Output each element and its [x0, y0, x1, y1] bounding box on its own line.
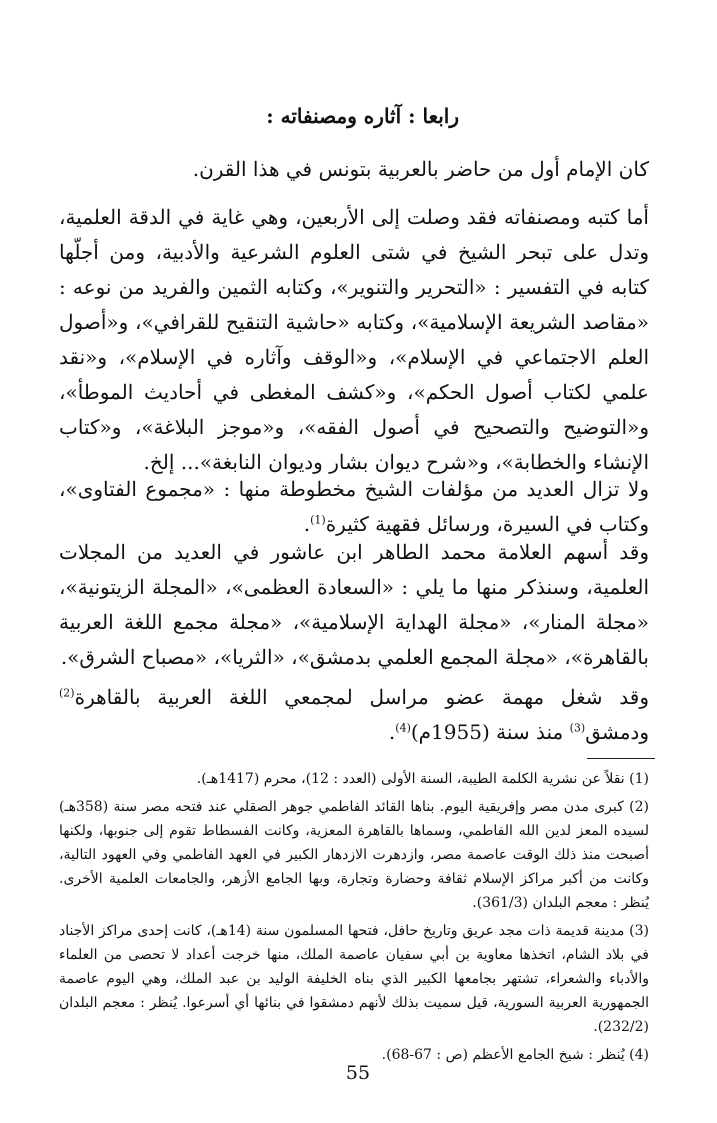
- footnote-ref-3: (3): [569, 721, 586, 735]
- paragraph-membership: وقد شغل مهمة عضو مراسل لمجمعي اللغة العربية بالقاهرة$^{(2)}$ ودمشق$^{(3)}$ منذ سنة (1955م)$^{(4)}$.: [59, 685, 649, 744]
- membership-text-c: منذ سنة (1955م): [410, 720, 570, 744]
- paragraph-works: أما كتبه ومصنفاته فقد وصلت إلى الأربعين، وهي غاية في الدقة العلمية، وتدل على تبحر الشيخ في شتى العلوم الشرعية والأدبية، ومن أجلّها كتابه في التفسير : «التحرير والتنوير»، وكتابه الثمين والفريد من نوعه : «مقاصد الشريعة الإسلامية»، وكتابه «حاشية التنقيح للقرافي»، و«أصول العلم الاجتماعي في الإسلام»، و«الوقف وآثاره في الإسلام»، و«نقد علمي لكتاب أصول الحكم»، و«كشف المغطى في أحاديث الموطأ»، و«التوضيح والتصحيح في أصول الفقه»، و«موجز البلاغة»، و«كتاب الإنشاء والخطابة»، و«شرح ديوان بشار وديوان النابغة»... إلخ.: [59, 205, 649, 474]
- footnote-ref-2: (2): [59, 686, 75, 700]
- membership-text-b: ودمشق: [585, 720, 649, 744]
- footnotes: [59, 767, 649, 1071]
- section-heading: رابعا : آثاره ومصنفاته :: [266, 104, 459, 128]
- footnote-1: (1) نقلاً عن نشرية الكلمة الطيبة، السنة الأولى (العدد : 12)، محرم (1417هـ).: [196, 771, 649, 787]
- paragraph-journals: وقد أسهم العلامة محمد الطاهر ابن عاشور في العديد من المجلات العلمية، وسنذكر منها ما يلي : «السعادة العظمى»، «المجلة الزيتونية»، «مجلة المنار»، «مجلة الهداية الإسلامية»، «مجلة مجمع اللغة العربية بالقاهرة»، «مجلة المجمع العلمي بدمشق»، «الثريا»، «مصباح الشرق».: [59, 540, 649, 669]
- footnote-divider: [587, 758, 655, 759]
- paragraph-manuscripts-text: ولا تزال العديد من مؤلفات الشيخ مخطوطة منها : «مجموع الفتاوى»، وكتاب في السيرة، ورسائل فقهية كثيرة: [59, 477, 649, 536]
- footnote-ref-4: (4): [395, 721, 411, 735]
- paragraph-manuscripts: ولا تزال العديد من مؤلفات الشيخ مخطوطة منها : «مجموع الفتاوى»، وكتاب في السيرة، ورسائل فقهية كثيرة$^{(1)}$.: [59, 477, 649, 536]
- footnote-2: (2) كبرى مدن مصر وإفريقية اليوم. بناها القائد الفاطمي جوهر الصقلي عند فتحه مصر سنة (358هـ) لسيده المعز لدين الله الفاطمي، وسماها بالقاهرة المعزية، وكانت الفسطاط تقوم إلى جنوبها، ولكنها أصبحت منذ ذلك الوقت عاصمة مصر، وازدهرت الازدهار الكبير في العهد الفاطمي وفي العهود التالية، وكانت من أكبر مراكز الإسلام ثقافة وحضارة وتجارة، وبها الجامع الأزهر، والجامعات العلمية الأخرى. يُنظر : معجم البلدان (361/3).: [59, 799, 649, 911]
- footnote-4: (4) يُنظر : شيخ الجامع الأعظم (ص : 67-68).: [381, 1047, 649, 1063]
- page-number: 55: [345, 1062, 371, 1084]
- paragraph-intro: كان الإمام أول من حاضر بالعربية بتونس في هذا القرن.: [192, 157, 649, 181]
- membership-text-a: وقد شغل مهمة عضو مراسل لمجمعي اللغة العربية بالقاهرة: [74, 685, 649, 709]
- footnote-3: (3) مدينة قديمة ذات مجد عريق وتاريخ حافل، فتحها المسلمون سنة (14هـ)، كانت إحدى مراكز الأجناد في بلاد الشام، اتخذها معاوية بن أبي سفيان عاصمة الملك، منها خرجت أعداد لا تحصى من العلماء والأدباء والشعراء، تشتهر بجامعها الكبير الذي بناه الخليفة الوليد بن عبد الملك، وهي اليوم عاصمة الجمهورية العربية السورية، قيل سميت بذلك لأنهم دمشقوا في بنائها أي أسرعوا. يُنظر : معجم البلدان (232/2).: [59, 923, 649, 1035]
- footnote-ref-1: (1): [310, 513, 326, 527]
